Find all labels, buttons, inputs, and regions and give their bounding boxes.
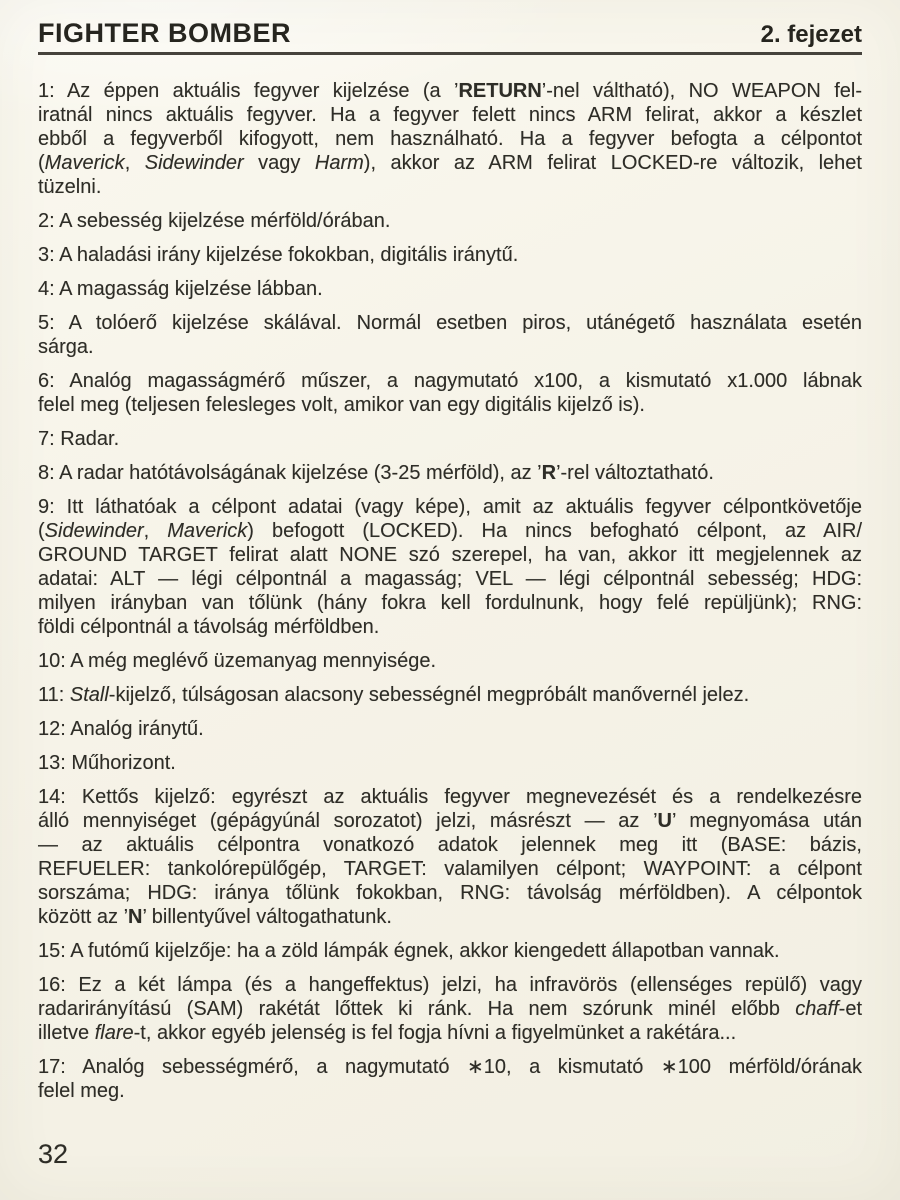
text-line: 10: A még meglévő üzemanyag mennyisége. xyxy=(38,650,437,672)
text-line: milyen irányban van tőlünk (hány fokra kell fordulnunk, hogy felé repüljünk); RNG: xyxy=(38,592,862,614)
text-line: 2: A sebesség kijelzése mérföld/órában. xyxy=(38,210,391,232)
text-line: 1: Az éppen aktuális fegyver kijelzése (a ’RETURN’-nel váltható), NO WEAPON fel- xyxy=(38,80,862,102)
paragraph-17 xyxy=(38,1055,862,1103)
text-line: földi célpontnál a távolság mérföldben. xyxy=(38,616,380,638)
text-line: 15: A futómű kijelzője: ha a zöld lámpák égnek, akkor kiengedett állapotban vannak. xyxy=(38,940,780,962)
document-title: FIGHTER BOMBER xyxy=(38,18,291,48)
chapter-label: 2. fejezet xyxy=(760,21,862,48)
text-line: felel meg. xyxy=(38,1080,125,1102)
paragraph-9 xyxy=(38,495,862,639)
text-line: 13: Műhorizont. xyxy=(38,752,176,774)
text-line: 4: A magasság kijelzése lábban. xyxy=(38,278,323,300)
text-line: (Maverick, Sidewinder vagy Harm), akkor az ARM felirat LOCKED-re változik, lehet xyxy=(38,152,862,174)
text-line: között az ’N’ billentyűvel váltogathatunk. xyxy=(38,906,392,928)
text-line: — az aktuális célpontra vonatkozó adatok jelennek meg itt (BASE: bázis, xyxy=(38,834,862,856)
text-line: 14: Kettős kijelző: egyrészt az aktuális fegyver megnevezését és a rendelkezésre xyxy=(38,786,862,808)
paragraph-7 xyxy=(38,427,862,451)
paragraph-13 xyxy=(38,751,862,775)
text-line: radarirányítású (SAM) rakétát lőttek ki ránk. Ha nem szórunk minél előbb chaff-et xyxy=(38,998,862,1020)
paragraph-11 xyxy=(38,683,862,707)
paragraph-10 xyxy=(38,649,862,673)
page-number: 32 xyxy=(38,1139,69,1169)
text-line: felel meg (teljesen felesleges volt, amikor van egy digitális kijelző is). xyxy=(38,394,645,416)
paragraph-3 xyxy=(38,243,862,267)
text-line: adatai: ALT — légi célpontnál a magasság; VEL — légi célpontnál sebesség; HDG: xyxy=(38,568,862,590)
paragraph-4 xyxy=(38,277,862,301)
text-line: ebből a fegyverből kifogyott, nem használható. Ha a fegyver befogta a célpontot xyxy=(38,128,862,150)
text-line: 12: Analóg iránytű. xyxy=(38,718,204,740)
text-line: 17: Analóg sebességmérő, a nagymutató ∗10, a kismutató ∗100 mérföld/órának xyxy=(38,1056,862,1078)
paragraph-5 xyxy=(38,311,862,359)
paragraph-15 xyxy=(38,939,862,963)
paragraph-1 xyxy=(38,79,862,199)
text-line: 11: Stall-kijelző, túlságosan alacsony sebességnél megpróbált manővernél jelez. xyxy=(38,684,750,706)
text-line: 8: A radar hatótávolságának kijelzése (3-25 mérföld), az ’R’-rel változtatható. xyxy=(38,462,714,484)
paragraph-8 xyxy=(38,461,862,485)
text-line: álló mennyiséget (gépágyúnál sorozatot) jelzi, másrészt — az ’U’ megnyomása után xyxy=(38,810,862,832)
text-line: iratnál nincs aktuális fegyver. Ha a fegyver felett nincs ARM felirat, akkor a készlet xyxy=(38,104,862,126)
page-header xyxy=(38,18,862,55)
text-line: 7: Radar. xyxy=(38,428,120,450)
text-line: 6: Analóg magasságmérő műszer, a nagymutató x100, a kismutató x1.000 lábnak xyxy=(38,370,862,392)
text-line: sárga. xyxy=(38,336,94,358)
text-line: illetve flare-t, akkor egyéb jelenség is fel fogja hívni a figyelmünket a rakétára... xyxy=(38,1022,737,1044)
text-line: (Sidewinder, Maverick) befogott (LOCKED). Ha nincs befogható célpont, az AIR/ xyxy=(38,520,862,542)
text-line: REFUELER: tankolórepülőgép, TARGET: valamilyen célpont; WAYPOINT: a célpont xyxy=(38,858,862,880)
paragraph-6 xyxy=(38,369,862,417)
paragraph-16 xyxy=(38,973,862,1045)
paragraph-14 xyxy=(38,785,862,929)
text-line: sorszáma; HDG: iránya tőlünk fokokban, RNG: távolság mérföldben). A célpontok xyxy=(38,882,862,904)
document-body xyxy=(38,79,862,1103)
text-line: GROUND TARGET felirat alatt NONE szó szerepel, ha van, akkor itt megjelennek az xyxy=(38,544,862,566)
text-line: 5: A tolóerő kijelzése skálával. Normál esetben piros, utánégető használata esetén xyxy=(38,312,862,334)
text-line: tüzelni. xyxy=(38,176,102,198)
text-line: 9: Itt láthatóak a célpont adatai (vagy képe), amit az aktuális fegyver célpontkövetője xyxy=(38,496,862,518)
text-line: 3: A haladási irány kijelzése fokokban, digitális iránytű. xyxy=(38,244,519,266)
paragraph-2 xyxy=(38,209,862,233)
text-line: 16: Ez a két lámpa (és a hangeffektus) jelzi, ha infravörös (ellenséges repülő) vagy xyxy=(38,974,862,996)
paragraph-12 xyxy=(38,717,862,741)
